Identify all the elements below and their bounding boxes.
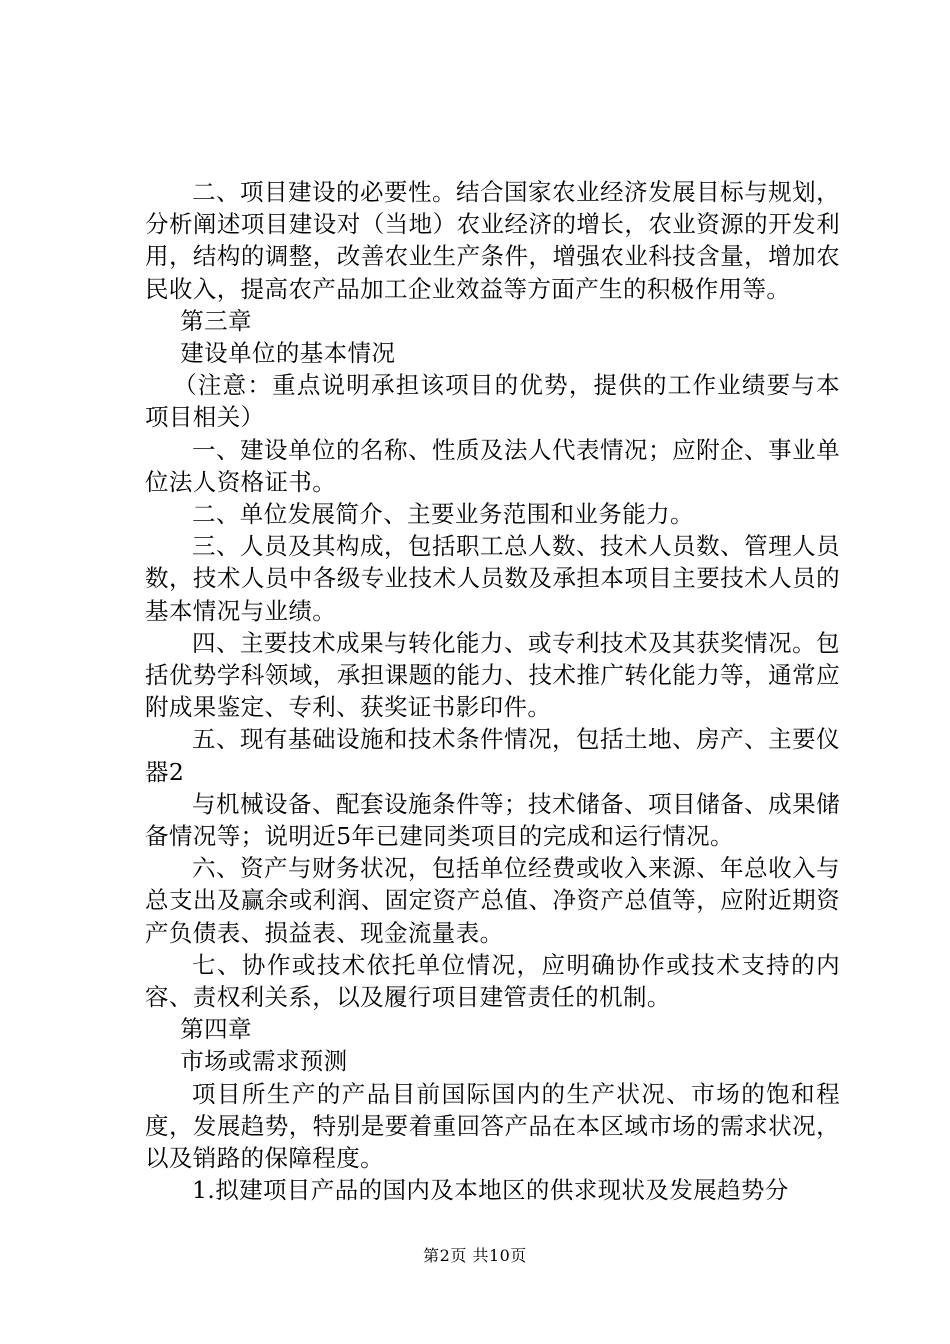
paragraph-infrastructure: 五、现有基础设施和技术条件情况，包括土地、房产、主要仪器2 <box>145 725 840 786</box>
paragraph-note: （注意：重点说明承担该项目的优势，提供的工作业绩要与本项目相关） <box>145 371 840 432</box>
chapter-three-label: 第三章 <box>180 306 252 335</box>
paragraph-personnel: 三、人员及其构成，包括职工总人数、技术人员数、管理人员数，技术人员中各级专业技术人员数及承担本项目主要技术人员的基本情况与业绩。 <box>145 532 840 625</box>
paragraph-market: 项目所生产的产品目前国际国内的生产状况、市场的饱和程度，发展趋势，特别是要着重回答产品在本区域市场的需求状况，以及销路的保障程度。 <box>145 1079 840 1173</box>
paragraph-finance: 六、资产与财务状况，包括单位经费或收入来源、年总收入与总支出及赢余或利润、固定资产总值、净资产总值等，应附近期资产负债表、损益表、现金流量表。 <box>145 854 840 947</box>
paragraph-necessity: 二、项目建设的必要性。结合国家农业经济发展目标与规划，分析阐述项目建设对（当地）农业经济的增长，农业资源的开发利用，结构的调整，改善农业生产条件，增强农业科技含量，增加农民收入，提高农产品加工企业效益等方面产生的积极作用等。 <box>145 178 840 303</box>
chapter-four-label: 第四章 <box>180 1015 252 1044</box>
paragraph-unit-development: 二、单位发展简介、主要业务范围和业务能力。 <box>192 500 694 529</box>
page-number: 第2页 共10页 <box>423 1246 527 1265</box>
chapter-four-title: 市场或需求预测 <box>180 1047 348 1076</box>
chapter-three-title: 建设单位的基本情况 <box>180 339 396 368</box>
paragraph-supply-demand: 1.拟建项目产品的国内及本地区的供求现状及发展趋势分 <box>192 1176 789 1205</box>
paragraph-equipment: 与机械设备、配套设施条件等；技术储备、项目储备、成果储备情况等；说明近5年已建同类项目的完成和运行情况。 <box>145 789 840 851</box>
paragraph-tech-achievements: 四、主要技术成果与转化能力、或专利技术及其获奖情况。包括优势学科领域，承担课题的能力、技术推广转化能力等，通常应附成果鉴定、专利、获奖证书影印件。 <box>145 628 840 722</box>
paragraph-unit-name: 一、建设单位的名称、性质及法人代表情况；应附企、事业单位法人资格证书。 <box>145 435 840 496</box>
document-body <box>145 176 840 1207</box>
paragraph-cooperation: 七、协作或技术依托单位情况，应明确协作或技术支持的内容、责权利关系，以及履行项目建管责任的机制。 <box>145 950 840 1012</box>
page-footer <box>0 1243 950 1266</box>
